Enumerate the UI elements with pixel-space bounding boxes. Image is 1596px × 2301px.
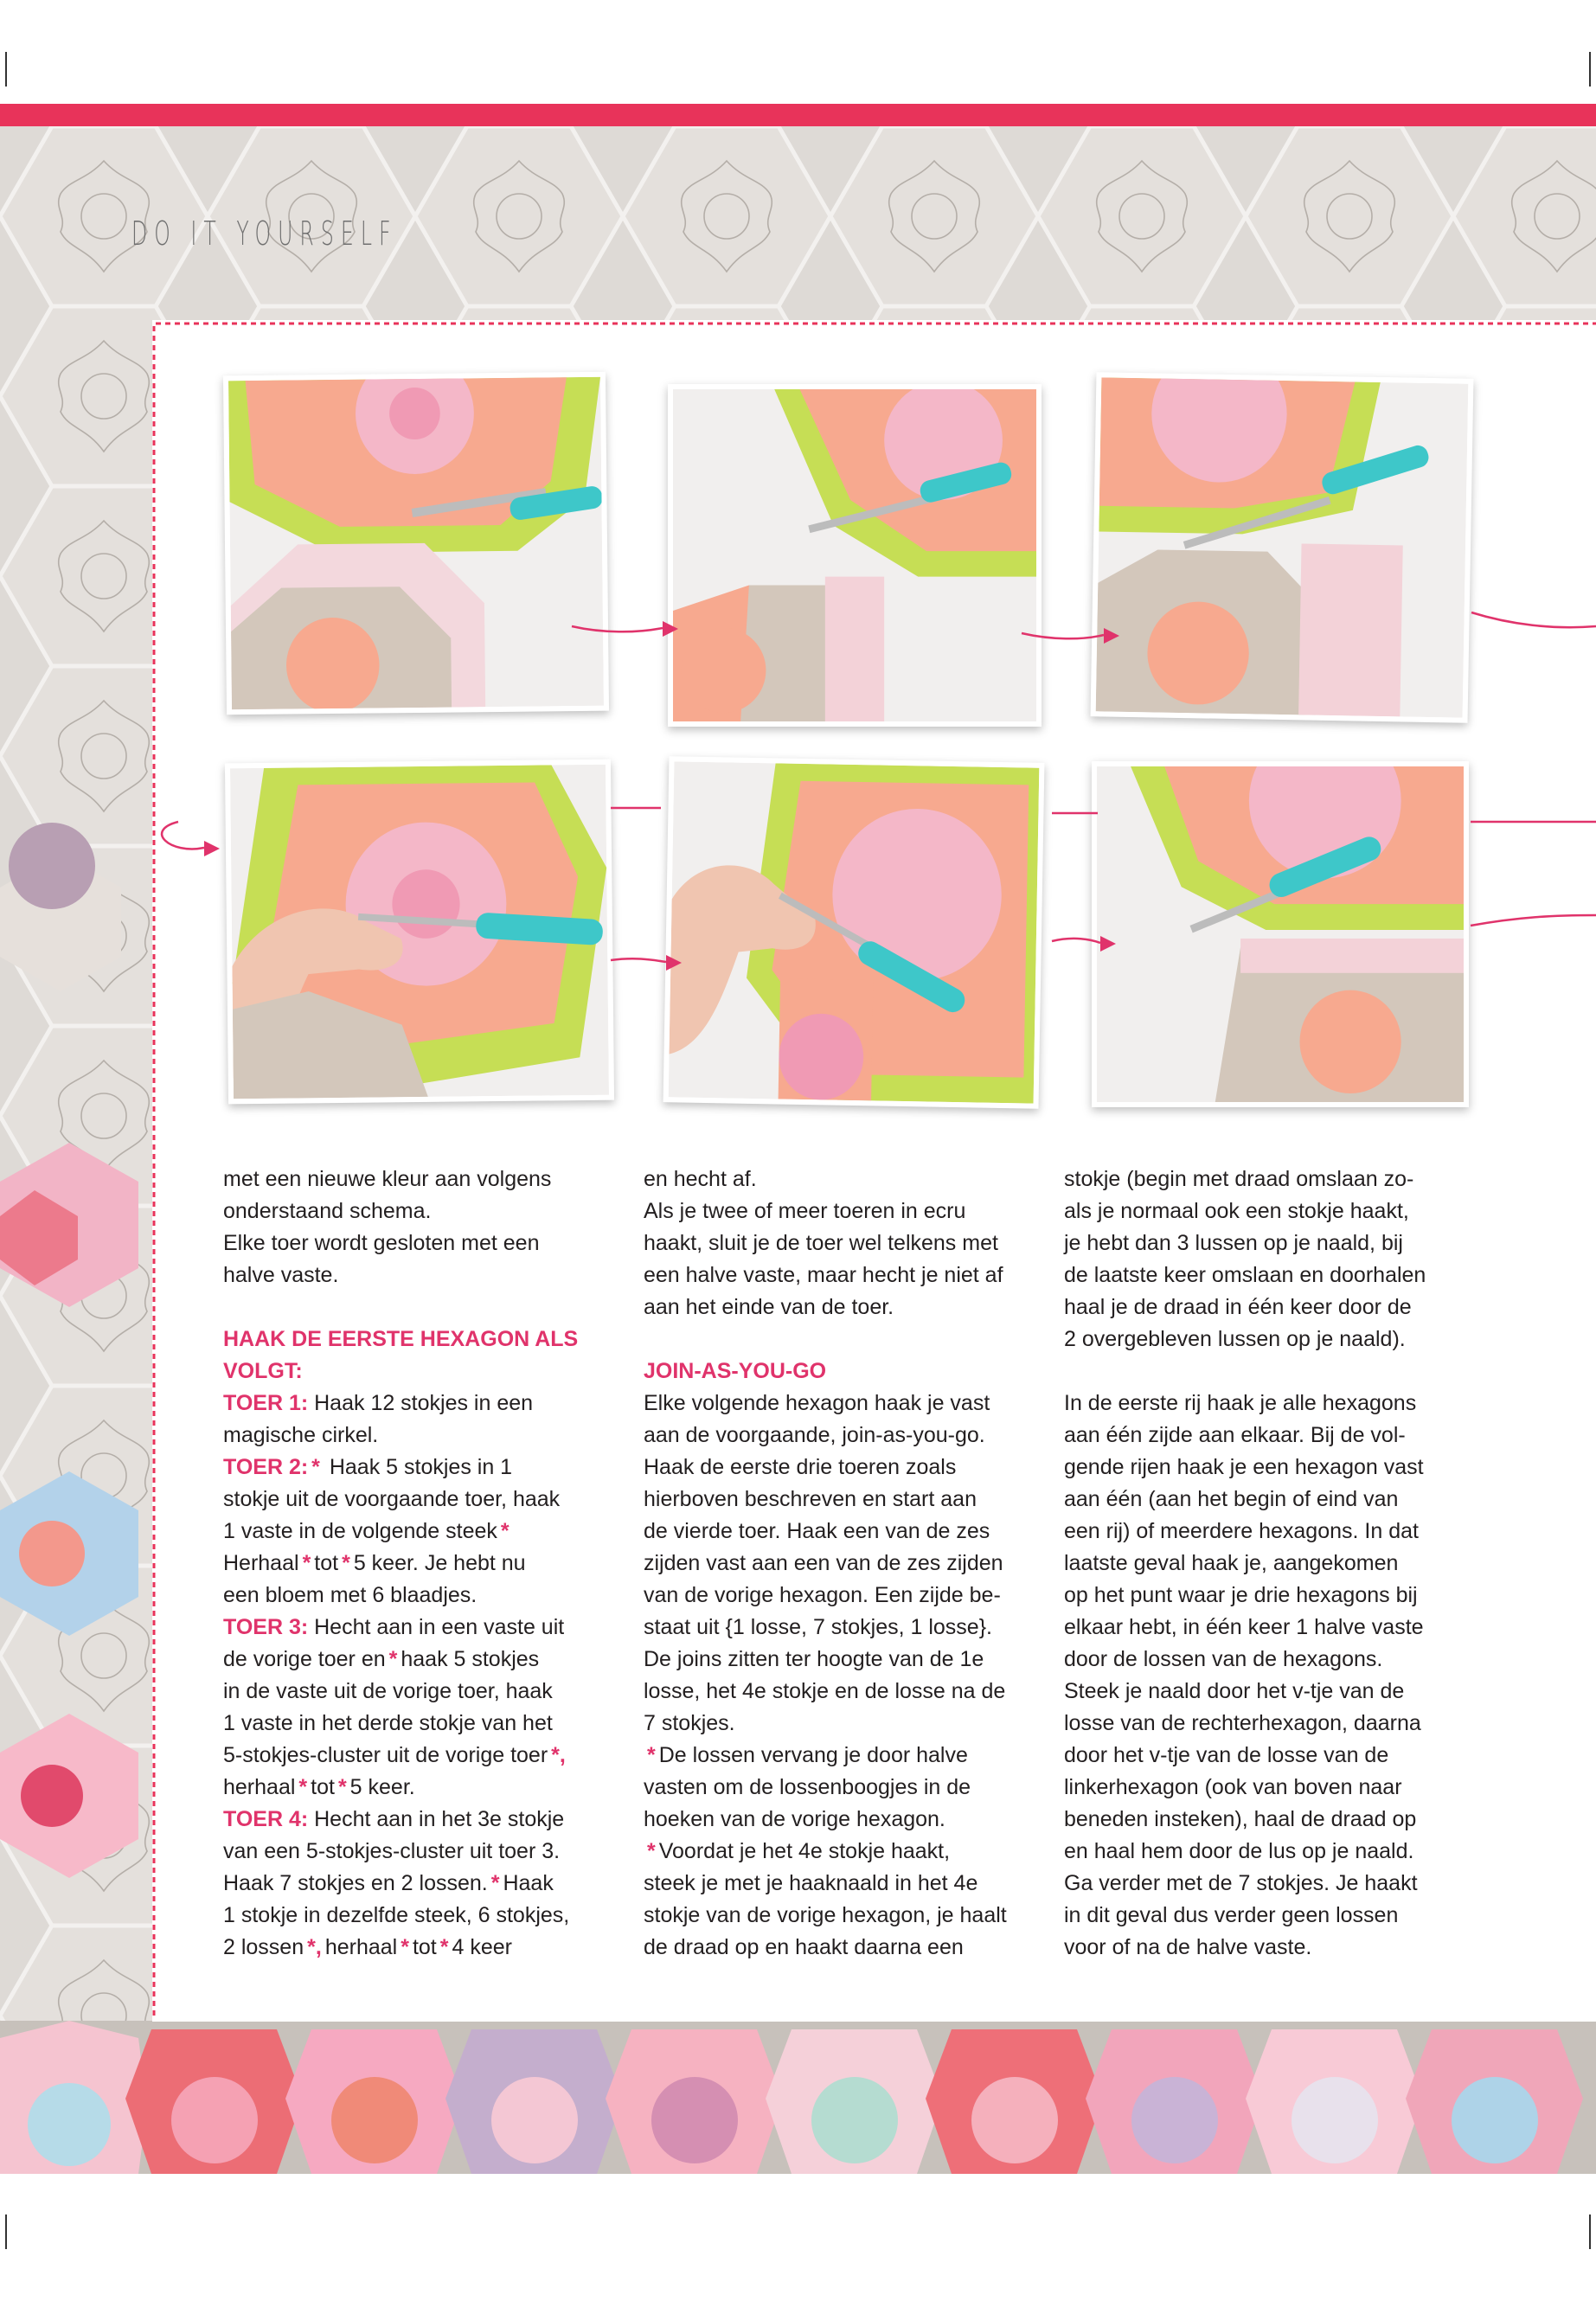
round-label: TOER 3: (223, 1615, 309, 1639)
step-photo-4 (225, 760, 614, 1105)
body-line: 7 stokjes. (644, 1711, 735, 1735)
body-line: door de lossen van de hexagons. (1064, 1647, 1383, 1671)
body-line: voor of na de halve vaste. (1064, 1935, 1312, 1959)
body-line-with-asterisk (644, 1836, 1024, 1868)
asterisk-icon: * (439, 1935, 449, 1959)
body-line: op het punt waar je drie hexagons bij (1064, 1583, 1418, 1607)
crochet-photo-image (673, 389, 1036, 721)
body-line-with-asterisk (644, 1740, 1024, 1772)
section-heading-continued: VOLGT: (223, 1359, 303, 1383)
body-line: haal je de draad in één keer door de (1064, 1295, 1412, 1319)
asterisk-icon: * (401, 1935, 409, 1959)
asterisk-icon: * (298, 1775, 308, 1799)
body-line: magische cirkel. (223, 1423, 379, 1447)
body-text: herhaal (324, 1935, 398, 1959)
body-line: en hecht af. (644, 1167, 757, 1191)
crop-mark-bottom-left (5, 2214, 7, 2249)
text-column-3 (1064, 1163, 1445, 1964)
step-photo-3 (1091, 372, 1474, 723)
body-line: vasten om de lossenboogjes in de (644, 1775, 971, 1799)
body-text: Hecht aan in het 3e stokje (308, 1807, 565, 1831)
body-line: en haal hem door de lus op je naald. (1064, 1839, 1414, 1863)
body-line: een bloem met 6 blaadjes. (223, 1583, 478, 1607)
body-text: 2 lossen (223, 1935, 304, 1959)
body-line-with-asterisk (223, 1868, 604, 1900)
body-line: aan één zijde aan elkaar. Bij de vol- (1064, 1423, 1406, 1447)
body-line: De joins zitten ter hoogte van de 1e (644, 1647, 984, 1671)
body-line: 1 vaste in het derde stokje van het (223, 1711, 553, 1735)
body-line: Elke volgende hexagon haak je vast (644, 1391, 990, 1415)
round-1-line (223, 1388, 604, 1420)
body-line: beneden insteken), haal de draad op (1064, 1807, 1417, 1831)
bottom-hexagon-strip (0, 2021, 1596, 2174)
body-text: tot (412, 1935, 437, 1959)
body-line: Steek je naald door het v-tje van de (1064, 1679, 1405, 1703)
body-line: in dit geval dus verder geen lossen (1064, 1903, 1399, 1927)
body-line: de draad op en haakt daarna een (644, 1935, 964, 1959)
text-column-2 (644, 1163, 1024, 1964)
asterisk-icon: * (302, 1551, 311, 1575)
body-text: 5 keer. (349, 1775, 415, 1799)
body-line-with-asterisk (223, 1516, 604, 1548)
step-photo-2 (668, 384, 1042, 727)
body-text: Hecht aan in een vaste uit (308, 1615, 565, 1639)
body-line: In de eerste rij haak je alle hexagons (1064, 1391, 1417, 1415)
body-line: in de vaste uit de vorige toer, haak (223, 1679, 553, 1703)
body-text: Haak 12 stokjes in een (308, 1391, 534, 1415)
body-text: 5 keer. Je hebt nu (353, 1551, 526, 1575)
asterisk-icon: * (490, 1871, 500, 1895)
body-text: de vorige toer en (223, 1647, 386, 1671)
body-text: herhaal (223, 1775, 296, 1799)
body-line: linkerhexagon (ook van boven naar (1064, 1775, 1402, 1799)
crop-mark-bottom-right (1589, 2214, 1591, 2249)
crochet-photo-image (669, 761, 1040, 1103)
body-text: 4 keer (452, 1935, 512, 1959)
body-line: halve vaste. (223, 1263, 339, 1287)
section-heading: JOIN-AS-YOU-GO (644, 1359, 827, 1383)
body-line: 1 stokje in dezelfde steek, 6 stokjes, (223, 1903, 570, 1927)
text-column-1 (223, 1163, 604, 1964)
body-line: Elke toer wordt gesloten met een (223, 1231, 540, 1255)
body-line-with-asterisks (223, 1772, 604, 1804)
body-line: stokje uit de voorgaande toer, haak (223, 1487, 561, 1511)
body-text: haak 5 stokjes (401, 1647, 540, 1671)
crochet-photo-image (1096, 377, 1469, 717)
step-photo-1 (223, 372, 609, 715)
crochet-photo-image (230, 765, 609, 1099)
body-text: tot (314, 1551, 339, 1575)
body-line: hierboven beschreven en start aan (644, 1487, 977, 1511)
body-line: gende rijen haak je een hexagon vast (1064, 1455, 1424, 1479)
body-line: stokje van de vorige hexagon, je haalt (644, 1903, 1007, 1927)
body-line-with-asterisks (223, 1932, 604, 1964)
round-label: TOER 2: (223, 1455, 309, 1479)
body-text: Herhaal (223, 1551, 299, 1575)
body-line: met een nieuwe kleur aan volgens (223, 1167, 552, 1191)
body-text: tot (311, 1775, 335, 1799)
asterisk-icon: * (342, 1551, 350, 1575)
step-photo-6 (1092, 761, 1469, 1107)
asterisk-icon: * (337, 1775, 347, 1799)
body-line: aan de voorgaande, join-as-you-go. (644, 1423, 985, 1447)
body-line: een halve vaste, maar hecht je niet af (644, 1263, 1003, 1287)
body-line: aan het einde van de toer. (644, 1295, 894, 1319)
body-line: je hebt dan 3 lussen op je naald, bij (1064, 1231, 1403, 1255)
body-line: door het v-tje van de losse van de (1064, 1743, 1389, 1767)
body-line-with-asterisk (223, 1740, 604, 1772)
body-line: van een 5-stokjes-cluster uit toer 3. (223, 1839, 561, 1863)
body-text: Haak (503, 1871, 554, 1895)
asterisk-icon: * (647, 1743, 656, 1767)
round-label: TOER 4: (223, 1807, 309, 1831)
body-line: stokje (begin met draad omslaan zo- (1064, 1167, 1414, 1191)
asterisk-icon: *, (307, 1935, 322, 1959)
round-3-line (223, 1612, 604, 1644)
body-text: Voordat je het 4e stokje haakt, (658, 1839, 951, 1863)
asterisk-icon: * (647, 1839, 656, 1863)
body-line: 2 overgebleven lussen op je naald). (1064, 1327, 1406, 1351)
round-2-line (223, 1452, 604, 1484)
body-line: de vierde toer. Haak een van de zes (644, 1519, 990, 1543)
body-line: losse, het 4e stokje en de losse na de (644, 1679, 1006, 1703)
body-line: haakt, sluit je de toer wel telkens met (644, 1231, 998, 1255)
asterisk-icon: * (388, 1647, 398, 1671)
body-line: elkaar hebt, in één keer 1 halve vaste (1064, 1615, 1424, 1639)
body-line: een rij) of meerdere hexagons. In dat (1064, 1519, 1419, 1543)
crop-mark-top-left (5, 52, 7, 87)
body-line: van de vorige hexagon. Een zijde be- (644, 1583, 1001, 1607)
body-text: 1 vaste in de volgende steek (223, 1519, 497, 1543)
body-line: aan één (aan het begin of eind van (1064, 1487, 1399, 1511)
body-line-with-asterisk (223, 1644, 604, 1676)
body-line: de laatste keer omslaan en doorhalen (1064, 1263, 1426, 1287)
body-line: losse van de rechterhexagon, daarna (1064, 1711, 1421, 1735)
body-line: hoeken van de vorige hexagon. (644, 1807, 945, 1831)
body-line: Ga verder met de 7 stokjes. Je haakt (1064, 1871, 1418, 1895)
body-line: staat uit {1 losse, 7 stokjes, 1 losse}. (644, 1615, 993, 1639)
round-4-line (223, 1804, 604, 1836)
step-photo-5 (663, 756, 1045, 1109)
asterisk-icon: * (311, 1455, 320, 1479)
body-text: Haak 7 stokjes en 2 lossen. (223, 1871, 488, 1895)
body-line: als je normaal ook een stokje haakt, (1064, 1199, 1409, 1223)
crop-mark-top-right (1589, 52, 1591, 87)
body-line: steek je met je haaknaald in het 4e (644, 1871, 978, 1895)
body-line: Haak de eerste drie toeren zoals (644, 1455, 957, 1479)
body-line-with-asterisks (223, 1548, 604, 1580)
accent-bar (0, 104, 1596, 126)
asterisk-icon: *, (551, 1743, 566, 1767)
crochet-photo-image (1097, 766, 1464, 1102)
section-label: DO IT YOURSELF (131, 215, 398, 253)
round-label: TOER 1: (223, 1391, 309, 1415)
body-line: Als je twee of meer toeren in ecru (644, 1199, 966, 1223)
body-text: Haak 5 stokjes in 1 (323, 1455, 513, 1479)
section-heading: HAAK DE EERSTE HEXAGON ALS (223, 1327, 579, 1351)
body-text: 5-stokjes-cluster uit de vorige toer (223, 1743, 548, 1767)
asterisk-icon: * (500, 1519, 510, 1543)
body-line: onderstaand schema. (223, 1199, 432, 1223)
body-text: De lossen vervang je door halve (658, 1743, 968, 1767)
body-line: laatste geval haak je, aangekomen (1064, 1551, 1399, 1575)
crochet-photo-image (228, 377, 604, 709)
body-line: zijden vast aan een van de zes zijden (644, 1551, 1003, 1575)
